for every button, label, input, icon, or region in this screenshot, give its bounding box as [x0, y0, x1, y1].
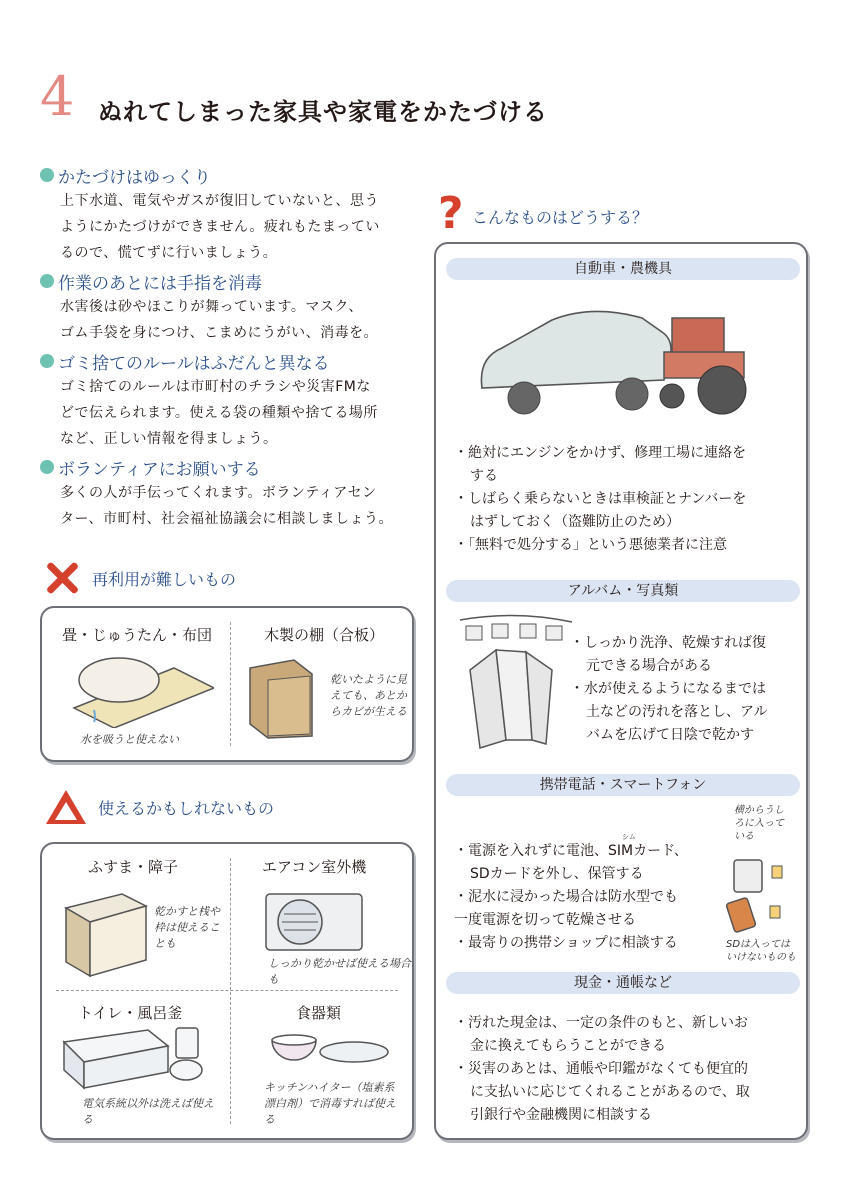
hard-to-reuse-box [40, 606, 414, 762]
tip-heading: 作業のあとには手指を消毒 [58, 273, 262, 294]
section-bullets [454, 1012, 750, 1127]
faq-box [434, 242, 808, 1140]
item-note: 電気系統以外は洗えば使える [82, 1097, 214, 1126]
faq-heading: こんなものはどうする？ [472, 208, 649, 227]
item-note: 乾かすと桟や枠は使えることも [154, 905, 220, 950]
bullet-line: ・電源を入れずに電池、SIMカード、 [454, 843, 688, 859]
tip-line: ゴム手袋を身につけ、こまめにうがい、消毒を。 [60, 325, 379, 341]
bullet-line: ・しばらく乗らないときは車検証とナンバーを [454, 491, 747, 507]
section-band: 現金・通帳など [446, 972, 800, 994]
tip-item [40, 162, 420, 266]
hard-to-reuse-heading: 再利用が難しいもの [44, 560, 236, 596]
cross-icon [44, 560, 80, 596]
bullet-dot-icon [40, 354, 54, 368]
item-title: エアコン室外機 [262, 858, 367, 876]
maybe-usable-box [40, 842, 414, 1140]
phone-note-bottom: SDは入ってはいけないものも [726, 939, 796, 963]
section-band: 自動車・農機具 [446, 258, 800, 280]
bullet-line: 土などの汚れを落とし、アル [586, 704, 768, 720]
bullet-line: SDカードを外し、保管する [470, 866, 644, 882]
bullet-dot-icon [40, 274, 54, 288]
bullet-line: ・「無料で処分する」という悪徳業者に注意 [454, 537, 727, 553]
item-title: 木製の棚（合板） [264, 626, 385, 644]
phone-sim-illustration [726, 856, 790, 936]
phone-note-top: 横からうしろに入っている [734, 805, 784, 842]
tip-heading: ボランティアにお願いする [58, 459, 261, 480]
tip-line: など、正しい情報を得ましょう。 [60, 431, 278, 447]
tip-item [40, 268, 420, 346]
tip-item [40, 454, 420, 532]
bullet-dot-icon [40, 168, 54, 182]
tip-heading: ゴミ捨てのルールはふだんと異なる [58, 353, 330, 374]
bullet-line: はずしておく（盗難防止のため） [470, 514, 680, 530]
bullet-line: ・災害のあとは、通帳や印鑑がなくても便宜的 [454, 1061, 748, 1077]
bullet-line: する [470, 468, 498, 484]
bullet-line: ・水が使えるようになるまでは [570, 681, 766, 697]
section-band: アルバム・写真類 [446, 580, 800, 602]
tip-line: ようにかたづけができません。疲れもたまってい [60, 219, 380, 235]
bullet-line: 引銀行や金融機関に相談する [470, 1107, 652, 1123]
section-bullets [454, 840, 688, 955]
bullet-line: ・絶対にエンジンをかけず、修理工場に連絡を [454, 445, 747, 461]
tips-list [40, 162, 420, 534]
car-tractor-illustration [472, 298, 762, 428]
tip-item [40, 348, 420, 452]
bullet-line: バムを広げて日陰で乾かす [586, 727, 754, 743]
tatami-futon-illustration [64, 648, 214, 728]
question-mark-icon: ? [438, 188, 464, 239]
item-note: 水を吸うと使えない [80, 733, 179, 746]
section-bullets [454, 442, 746, 557]
photo-album-illustration [456, 610, 576, 750]
aircon-outdoor-unit-illustration [260, 884, 370, 954]
item-note: しっかり乾かせば使える場合も [268, 957, 411, 986]
maybe-usable-heading: 使えるかもしれないもの [46, 790, 274, 824]
sim-ruby: シム [622, 833, 636, 841]
toilet-bath-illustration [58, 1022, 208, 1092]
section-number: 4 [40, 65, 75, 128]
item-title: 食器類 [296, 1004, 342, 1022]
fusuma-illustration [60, 888, 150, 978]
dishes-illustration [264, 1026, 394, 1076]
item-title: ふすま・障子 [88, 858, 179, 876]
tip-heading: かたづけはゆっくり [58, 167, 211, 188]
tip-line: ター、市町村、社会福祉協議会に相談しましょう。 [60, 511, 393, 527]
section-band: 携帯電話・スマートフォン [446, 774, 800, 796]
tip-line: るので、慌てずに行いましょう。 [60, 245, 278, 261]
tip-line: 水害後は砂やほこりが舞っています。マスク、 [60, 299, 363, 315]
section-bullets [570, 632, 767, 747]
bullet-dot-icon [40, 460, 54, 474]
item-title: 畳・じゅうたん・布団 [62, 626, 213, 644]
tip-line: 上下水道、電気やガスが復旧していないと、思う [60, 193, 379, 209]
wooden-shelf-illustration [242, 650, 322, 740]
tip-line: どで伝えられます。使える袋の種類や捨てる場所 [60, 405, 378, 421]
tip-line: ゴミ捨てのルールは市町村のチラシや災害FMな [60, 379, 371, 395]
bullet-line: ・しっかり洗浄、乾燥すれば復 [570, 635, 766, 651]
tip-line: 多くの人が手伝ってくれます。ボランティアセン [60, 485, 377, 501]
item-note: 乾いたように見えても、あとからカビが生える [330, 673, 407, 718]
bullet-line: ・汚れた現金は、一定の条件のもと、新しいお [454, 1015, 748, 1031]
bullet-line: に支払いに応じてくれることがあるので、取 [470, 1084, 750, 1100]
bullet-line: 金に換えてもらうことができる [470, 1038, 666, 1054]
item-title: トイレ・風呂釜 [78, 1004, 183, 1022]
page-title: ぬれてしまった家具や家電をかたづける [98, 97, 548, 126]
bullet-line: 一度電源を切って乾燥させる [454, 912, 636, 928]
bullet-line: 元できる場合がある [586, 658, 712, 674]
bullet-line: ・泥水に浸かった場合は防水型でも [454, 889, 678, 905]
bullet-line: ・最寄りの携帯ショップに相談する [454, 935, 678, 951]
triangle-icon [46, 790, 86, 824]
item-note: キッチンハイター（塩素系漂白剤）で消毒すれば使える [264, 1081, 396, 1126]
